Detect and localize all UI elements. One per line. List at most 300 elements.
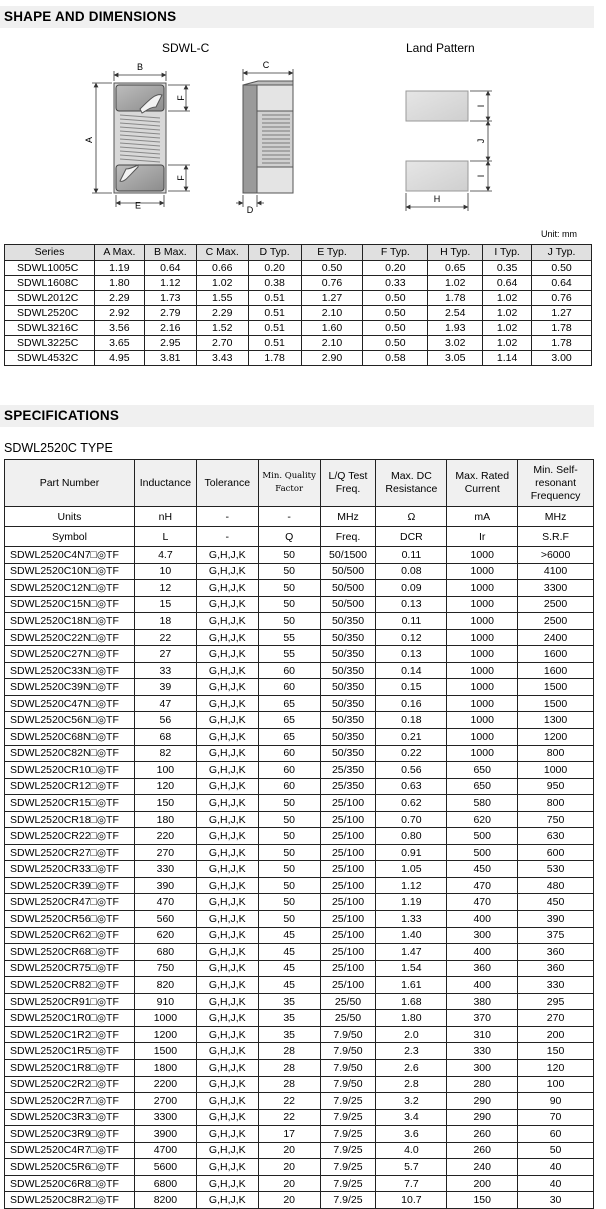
value-cell: 60 (258, 662, 320, 679)
unit-cell: MHz (518, 507, 594, 527)
part-number-cell: SDWL2520C4R7□◎TF (5, 1142, 135, 1159)
part-number-cell: SDWL2520CR56□◎TF (5, 911, 135, 928)
part-number-cell: SDWL2520C1R0□◎TF (5, 1010, 135, 1027)
part-number-cell: SDWL2520CR10□◎TF (5, 762, 135, 779)
value-cell: 0.64 (483, 276, 532, 291)
value-cell: 100 (134, 762, 196, 779)
value-cell: 0.64 (144, 261, 196, 276)
value-cell: 600 (518, 844, 594, 861)
table-row (5, 1126, 594, 1143)
value-cell: 50 (258, 894, 320, 911)
value-cell: G,H,J,K (196, 861, 258, 878)
value-cell: 20 (258, 1192, 320, 1209)
table-row (5, 944, 594, 961)
value-cell: 25/100 (320, 828, 376, 845)
column-header: Part Number (5, 460, 135, 507)
value-cell: G,H,J,K (196, 778, 258, 795)
value-cell: 25/100 (320, 944, 376, 961)
value-cell: 5600 (134, 1159, 196, 1176)
table-row (5, 778, 594, 795)
section-title: SPECIFICATIONS (4, 408, 120, 423)
value-cell: >6000 (518, 547, 594, 564)
value-cell: 1000 (447, 596, 518, 613)
unit-cell: nH (134, 507, 196, 527)
value-cell: 3.65 (94, 336, 144, 351)
value-cell: 10 (134, 563, 196, 580)
value-cell: 1000 (518, 762, 594, 779)
value-cell: 120 (134, 778, 196, 795)
value-cell: 1.73 (144, 291, 196, 306)
value-cell: 35 (258, 1026, 320, 1043)
value-cell: 0.51 (248, 291, 301, 306)
value-cell: 480 (518, 877, 594, 894)
value-cell: 650 (447, 778, 518, 795)
value-cell: 0.20 (248, 261, 301, 276)
value-cell: 0.70 (376, 811, 447, 828)
value-cell: 530 (518, 861, 594, 878)
value-cell: 35 (258, 1010, 320, 1027)
series-cell: SDWL4532C (5, 351, 95, 366)
value-cell: 25/50 (320, 993, 376, 1010)
value-cell: 360 (518, 960, 594, 977)
table-row (5, 811, 594, 828)
value-cell: 2.6 (376, 1059, 447, 1076)
part-number-cell: SDWL2520CR12□◎TF (5, 778, 135, 795)
table-row (5, 276, 592, 291)
value-cell: 295 (518, 993, 594, 1010)
part-number-cell: SDWL2520C1R5□◎TF (5, 1043, 135, 1060)
value-cell: 0.22 (376, 745, 447, 762)
value-cell: 20 (258, 1142, 320, 1159)
table-row (5, 1109, 594, 1126)
dim-label-b: B (136, 62, 144, 72)
table-row (5, 646, 594, 663)
value-cell: 2500 (518, 596, 594, 613)
value-cell: 0.56 (376, 762, 447, 779)
value-cell: G,H,J,K (196, 911, 258, 928)
value-cell: 180 (134, 811, 196, 828)
value-cell: 2.8 (376, 1076, 447, 1093)
table-row (5, 321, 592, 336)
part-number-cell: SDWL2520CR39□◎TF (5, 877, 135, 894)
value-cell: 1000 (447, 745, 518, 762)
value-cell: 3.05 (428, 351, 483, 366)
part-number-cell: SDWL2520CR62□◎TF (5, 927, 135, 944)
value-cell: 800 (518, 745, 594, 762)
dim-label-j: J (476, 138, 486, 144)
value-cell: 33 (134, 662, 196, 679)
value-cell: 0.50 (363, 321, 428, 336)
value-cell: 7.9/25 (320, 1192, 376, 1209)
part-number-cell: SDWL2520CR15□◎TF (5, 795, 135, 812)
value-cell: 2.90 (301, 351, 363, 366)
part-number-cell: SDWL2520C12N□◎TF (5, 580, 135, 597)
table-row (5, 861, 594, 878)
value-cell: 45 (258, 977, 320, 994)
value-cell: 500 (447, 828, 518, 845)
value-cell: 2.16 (144, 321, 196, 336)
dim-label-f-top: F (176, 95, 186, 101)
value-cell: G,H,J,K (196, 596, 258, 613)
value-cell: 27 (134, 646, 196, 663)
value-cell: 50 (258, 613, 320, 630)
value-cell: 0.21 (376, 729, 447, 746)
part-number-cell: SDWL2520C18N□◎TF (5, 613, 135, 630)
symbol-cell: Freq. (320, 527, 376, 547)
value-cell: G,H,J,K (196, 563, 258, 580)
value-cell: 40 (518, 1159, 594, 1176)
value-cell: G,H,J,K (196, 877, 258, 894)
part-number-cell: SDWL2520C39N□◎TF (5, 679, 135, 696)
value-cell: G,H,J,K (196, 927, 258, 944)
value-cell: 65 (258, 729, 320, 746)
value-cell: G,H,J,K (196, 547, 258, 564)
column-header: Min. Quality Factor (258, 460, 320, 507)
value-cell: 1.78 (248, 351, 301, 366)
value-cell: 910 (134, 993, 196, 1010)
value-cell: 25/350 (320, 778, 376, 795)
value-cell: 1300 (518, 712, 594, 729)
value-cell: G,H,J,K (196, 795, 258, 812)
value-cell: 18 (134, 613, 196, 630)
value-cell: G,H,J,K (196, 1109, 258, 1126)
part-number-cell: SDWL2520C2R2□◎TF (5, 1076, 135, 1093)
value-cell: 620 (134, 927, 196, 944)
value-cell: 330 (134, 861, 196, 878)
value-cell: 820 (134, 977, 196, 994)
value-cell: G,H,J,K (196, 977, 258, 994)
part-number-cell: SDWL2520CR91□◎TF (5, 993, 135, 1010)
value-cell: 330 (447, 1043, 518, 1060)
value-cell: 50/350 (320, 629, 376, 646)
value-cell: G,H,J,K (196, 1010, 258, 1027)
value-cell: 1.78 (532, 336, 592, 351)
table-row (5, 1076, 594, 1093)
series-cell: SDWL1005C (5, 261, 95, 276)
unit-cell: - (258, 507, 320, 527)
value-cell: 50 (258, 844, 320, 861)
value-cell: 10.7 (376, 1192, 447, 1209)
value-cell: 0.33 (363, 276, 428, 291)
value-cell: 50/500 (320, 580, 376, 597)
value-cell: 20 (258, 1175, 320, 1192)
value-cell: 7.9/50 (320, 1059, 376, 1076)
value-cell: 7.9/25 (320, 1175, 376, 1192)
dim-label-e-below: E (134, 200, 142, 211)
value-cell: 0.65 (428, 261, 483, 276)
value-cell: 50 (258, 911, 320, 928)
value-cell: 50 (258, 547, 320, 564)
column-header: Series (5, 245, 95, 261)
table-row (5, 844, 594, 861)
symbol-cell: L (134, 527, 196, 547)
value-cell: 360 (518, 944, 594, 961)
value-cell: 7.9/25 (320, 1142, 376, 1159)
value-cell: 1.12 (376, 877, 447, 894)
value-cell: 50/350 (320, 662, 376, 679)
value-cell: 7.9/50 (320, 1076, 376, 1093)
value-cell: 3.4 (376, 1109, 447, 1126)
value-cell: 0.16 (376, 695, 447, 712)
value-cell: 22 (258, 1109, 320, 1126)
value-cell: 82 (134, 745, 196, 762)
value-cell: 1.02 (196, 276, 248, 291)
value-cell: 50/1500 (320, 547, 376, 564)
value-cell: 2400 (518, 629, 594, 646)
value-cell: G,H,J,K (196, 1142, 258, 1159)
value-cell: 3.00 (532, 351, 592, 366)
value-cell: 500 (447, 844, 518, 861)
table-row (5, 613, 594, 630)
dim-label-f-bottom: F (176, 175, 186, 181)
value-cell: 7.9/25 (320, 1159, 376, 1176)
column-header: L/Q Test Freq. (320, 460, 376, 507)
value-cell: G,H,J,K (196, 1043, 258, 1060)
value-cell: 50 (258, 811, 320, 828)
value-cell: 0.64 (532, 276, 592, 291)
table-row (5, 1159, 594, 1176)
value-cell: 50/350 (320, 613, 376, 630)
value-cell: 25/100 (320, 911, 376, 928)
value-cell: 0.08 (376, 563, 447, 580)
type-label: SDWL2520C TYPE (4, 441, 113, 455)
figure-title-left: SDWL-C (162, 41, 210, 55)
value-cell: 0.76 (301, 276, 363, 291)
table-row (5, 960, 594, 977)
value-cell: 2200 (134, 1076, 196, 1093)
unit-cell: MHz (320, 507, 376, 527)
value-cell: 0.62 (376, 795, 447, 812)
value-cell: 50/350 (320, 712, 376, 729)
value-cell: 1.52 (196, 321, 248, 336)
value-cell: 0.50 (363, 306, 428, 321)
table-row (5, 547, 594, 564)
value-cell: 56 (134, 712, 196, 729)
column-header: Inductance (134, 460, 196, 507)
value-cell: 60 (258, 762, 320, 779)
section-header-shape (0, 6, 594, 28)
value-cell: 25/50 (320, 1010, 376, 1027)
value-cell: G,H,J,K (196, 828, 258, 845)
value-cell: G,H,J,K (196, 960, 258, 977)
value-cell: 45 (258, 927, 320, 944)
value-cell: 1600 (518, 646, 594, 663)
value-cell: 50 (518, 1142, 594, 1159)
series-cell: SDWL1608C (5, 276, 95, 291)
part-number-cell: SDWL2520C2R7□◎TF (5, 1093, 135, 1110)
part-number-cell: SDWL2520C22N□◎TF (5, 629, 135, 646)
table-row (5, 679, 594, 696)
series-cell: SDWL3216C (5, 321, 95, 336)
value-cell: 1600 (518, 662, 594, 679)
part-number-cell: SDWL2520C6R8□◎TF (5, 1175, 135, 1192)
value-cell: 50/350 (320, 729, 376, 746)
symbol-cell: S.R.F (518, 527, 594, 547)
series-cell: SDWL2012C (5, 291, 95, 306)
value-cell: 50 (258, 877, 320, 894)
value-cell: 25/100 (320, 844, 376, 861)
column-header: J Typ. (532, 245, 592, 261)
specs-units-row (5, 507, 594, 527)
value-cell: G,H,J,K (196, 745, 258, 762)
value-cell: 390 (134, 877, 196, 894)
column-header: C Max. (196, 245, 248, 261)
table-row (5, 629, 594, 646)
table-row (5, 1043, 594, 1060)
table-row (5, 795, 594, 812)
value-cell: G,H,J,K (196, 1192, 258, 1209)
value-cell: 0.58 (363, 351, 428, 366)
value-cell: 150 (447, 1192, 518, 1209)
value-cell: 1000 (447, 662, 518, 679)
value-cell: G,H,J,K (196, 811, 258, 828)
value-cell: 650 (447, 762, 518, 779)
value-cell: 25/100 (320, 811, 376, 828)
table-row (5, 291, 592, 306)
value-cell: 1.93 (428, 321, 483, 336)
value-cell: 2.70 (196, 336, 248, 351)
value-cell: 20 (258, 1159, 320, 1176)
value-cell: 2.10 (301, 306, 363, 321)
value-cell: 1000 (447, 695, 518, 712)
value-cell: 1.54 (376, 960, 447, 977)
column-header: Max. Rated Current (447, 460, 518, 507)
value-cell: 360 (447, 960, 518, 977)
table-row (5, 1059, 594, 1076)
value-cell: 1.55 (196, 291, 248, 306)
part-number-cell: SDWL2520CR47□◎TF (5, 894, 135, 911)
value-cell: 1000 (447, 547, 518, 564)
value-cell: 2.29 (94, 291, 144, 306)
part-number-cell: SDWL2520C4N7□◎TF (5, 547, 135, 564)
table-row (5, 977, 594, 994)
value-cell: 620 (447, 811, 518, 828)
table-row (5, 927, 594, 944)
part-number-cell: SDWL2520CR82□◎TF (5, 977, 135, 994)
value-cell: 450 (447, 861, 518, 878)
dim-label-i-top: I (476, 104, 486, 108)
value-cell: 1.40 (376, 927, 447, 944)
component-side-view (243, 81, 293, 193)
value-cell: G,H,J,K (196, 629, 258, 646)
value-cell: 120 (518, 1059, 594, 1076)
value-cell: 330 (518, 977, 594, 994)
part-number-cell: SDWL2520C33N□◎TF (5, 662, 135, 679)
table-row (5, 911, 594, 928)
value-cell: 70 (518, 1109, 594, 1126)
value-cell: 90 (518, 1093, 594, 1110)
value-cell: 60 (258, 745, 320, 762)
value-cell: 65 (258, 712, 320, 729)
value-cell: 0.66 (196, 261, 248, 276)
table-row (5, 306, 592, 321)
value-cell: 1000 (447, 646, 518, 663)
value-cell: 5.7 (376, 1159, 447, 1176)
value-cell: 3.81 (144, 351, 196, 366)
value-cell: 50 (258, 828, 320, 845)
value-cell: 8200 (134, 1192, 196, 1209)
part-number-cell: SDWL2520C82N□◎TF (5, 745, 135, 762)
value-cell: 1.68 (376, 993, 447, 1010)
column-header: I Typ. (483, 245, 532, 261)
value-cell: 50 (258, 861, 320, 878)
component-front-view (114, 83, 166, 193)
value-cell: G,H,J,K (196, 712, 258, 729)
column-header: Tolerance (196, 460, 258, 507)
value-cell: 0.38 (248, 276, 301, 291)
value-cell: 200 (447, 1175, 518, 1192)
value-cell: 55 (258, 629, 320, 646)
value-cell: 45 (258, 944, 320, 961)
value-cell: G,H,J,K (196, 679, 258, 696)
value-cell: 950 (518, 778, 594, 795)
value-cell: G,H,J,K (196, 613, 258, 630)
column-header: B Max. (144, 245, 196, 261)
value-cell: 200 (518, 1026, 594, 1043)
part-number-cell: SDWL2520C1R8□◎TF (5, 1059, 135, 1076)
value-cell: 280 (447, 1076, 518, 1093)
value-cell: 0.12 (376, 629, 447, 646)
value-cell: 0.18 (376, 712, 447, 729)
value-cell: 1.02 (483, 306, 532, 321)
value-cell: 3.43 (196, 351, 248, 366)
value-cell: G,H,J,K (196, 662, 258, 679)
value-cell: 1.60 (301, 321, 363, 336)
specs-header-row (5, 460, 594, 507)
unit-note: Unit: mm (541, 229, 577, 239)
value-cell: 39 (134, 679, 196, 696)
dim-label-h: H (433, 194, 441, 204)
dim-label-c: C (262, 60, 270, 70)
symbol-cell: Q (258, 527, 320, 547)
value-cell: 25/100 (320, 977, 376, 994)
table-row (5, 336, 592, 351)
column-header: D Typ. (248, 245, 301, 261)
value-cell: 25/100 (320, 861, 376, 878)
value-cell: 150 (518, 1043, 594, 1060)
value-cell: 1.80 (94, 276, 144, 291)
value-cell: 0.20 (363, 261, 428, 276)
value-cell: 1.27 (301, 291, 363, 306)
value-cell: G,H,J,K (196, 844, 258, 861)
value-cell: G,H,J,K (196, 1126, 258, 1143)
value-cell: 35 (258, 993, 320, 1010)
value-cell: 60 (258, 778, 320, 795)
value-cell: 0.91 (376, 844, 447, 861)
value-cell: 1.02 (428, 276, 483, 291)
unit-cell: - (196, 507, 258, 527)
value-cell: 3900 (134, 1126, 196, 1143)
value-cell: 1.05 (376, 861, 447, 878)
table-row (5, 1142, 594, 1159)
value-cell: 400 (447, 911, 518, 928)
symbol-cell: DCR (376, 527, 447, 547)
table-row (5, 695, 594, 712)
value-cell: 260 (447, 1142, 518, 1159)
table-row (5, 762, 594, 779)
part-number-cell: SDWL2520C27N□◎TF (5, 646, 135, 663)
value-cell: 6800 (134, 1175, 196, 1192)
value-cell: 375 (518, 927, 594, 944)
value-cell: G,H,J,K (196, 1059, 258, 1076)
value-cell: G,H,J,K (196, 993, 258, 1010)
value-cell: 0.11 (376, 613, 447, 630)
part-number-cell: SDWL2520CR68□◎TF (5, 944, 135, 961)
value-cell: 1000 (447, 563, 518, 580)
value-cell: 800 (518, 795, 594, 812)
value-cell: 7.9/25 (320, 1126, 376, 1143)
value-cell: 3.2 (376, 1093, 447, 1110)
